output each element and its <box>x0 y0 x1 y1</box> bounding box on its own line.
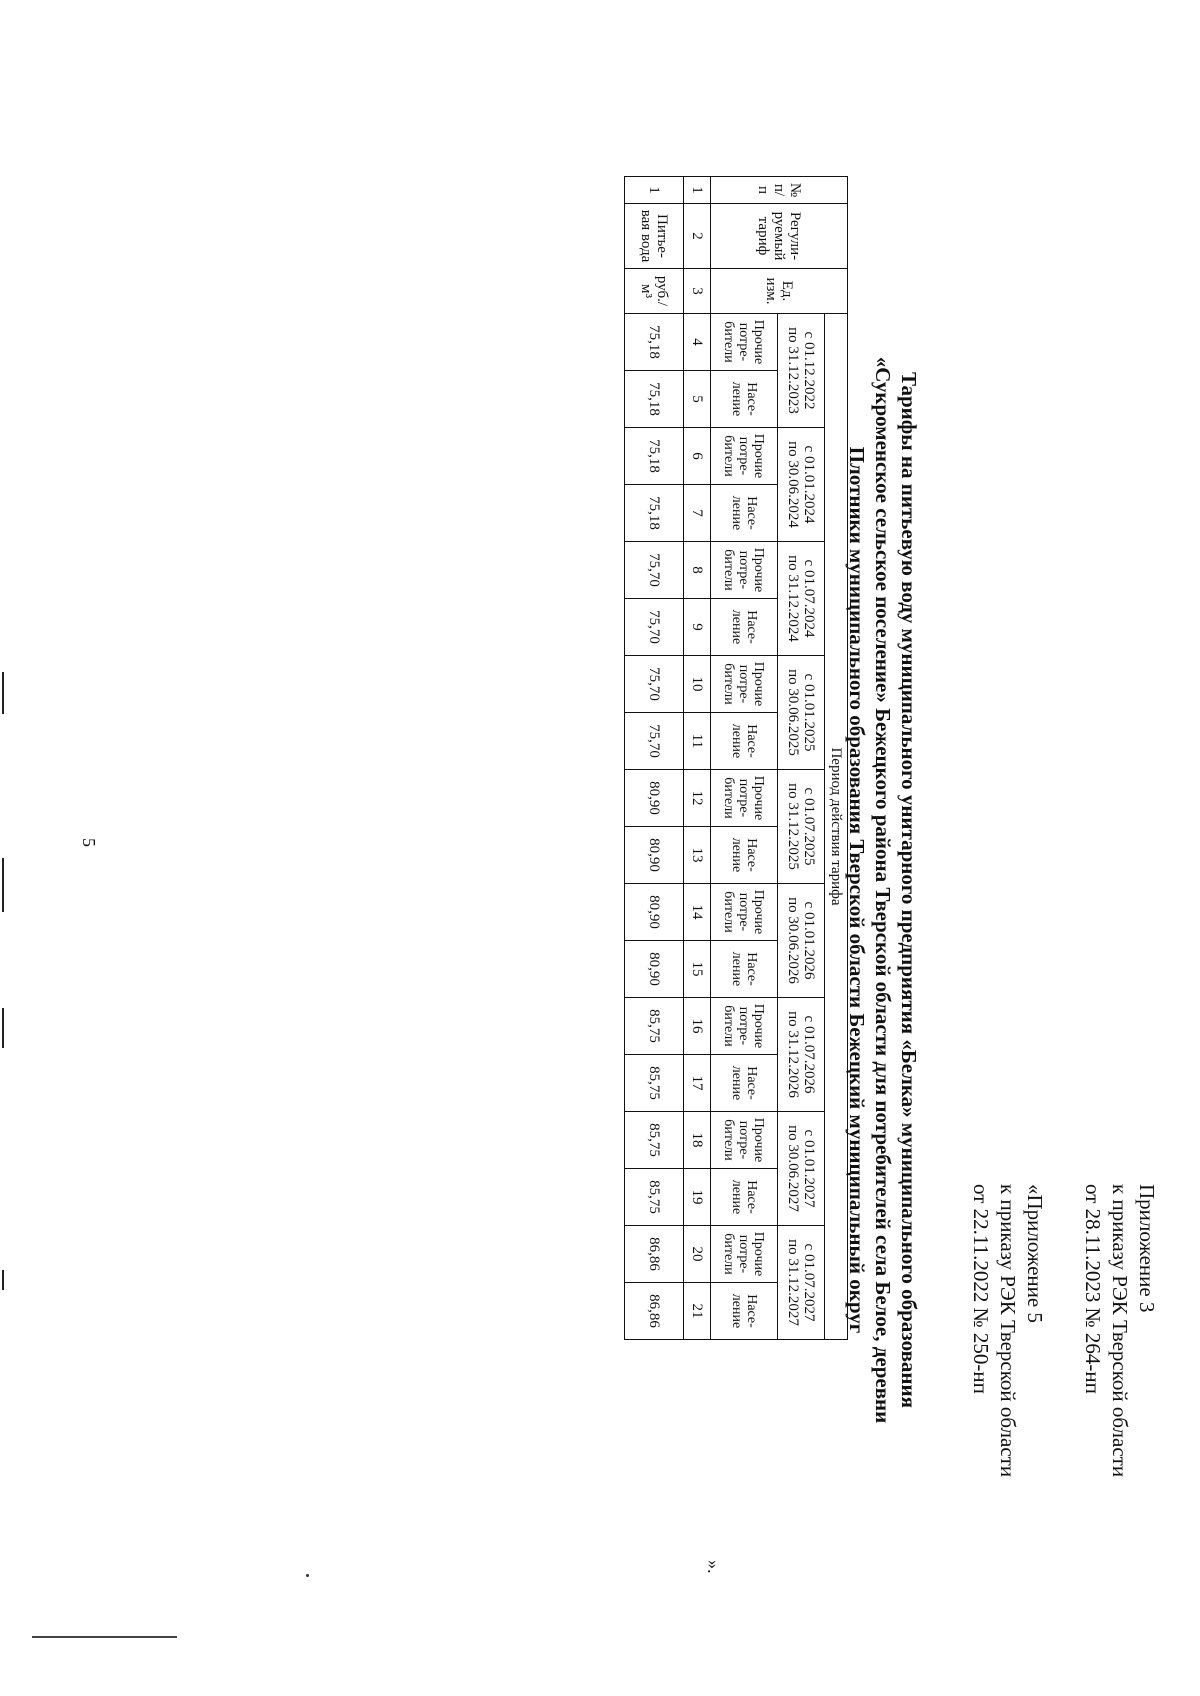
tariff-value: 86,86 <box>625 1283 684 1340</box>
period-to: по 30.06.2027 <box>785 1125 801 1212</box>
tariff-value: 85,75 <box>625 1055 684 1112</box>
tariff-value: 80,90 <box>625 884 684 941</box>
appendix-current-line1: Приложение 3 <box>1135 1184 1159 1313</box>
column-number: 3 <box>684 269 711 314</box>
period-from: с 01.01.2025 <box>801 673 817 752</box>
category-population: Насе-ление <box>711 485 778 542</box>
tariff-value: 75,18 <box>625 371 684 428</box>
appendix-current-line2: к приказу РЭК Тверской области <box>1108 1184 1132 1478</box>
tariff-value: 75,70 <box>625 656 684 713</box>
appendix-current-lines <box>1079 1184 1160 1477</box>
category-other: Прочие потре-бители <box>711 998 778 1055</box>
period-to: по 31.12.2023 <box>785 327 801 414</box>
header-tariff: Регули-руемый тариф <box>711 204 848 269</box>
header-period: Период действия тарифа <box>825 314 848 1340</box>
column-number: 4 <box>684 314 711 371</box>
tariff-value: 85,75 <box>625 998 684 1055</box>
header-unit: Ед. изм. <box>711 269 848 314</box>
column-number: 18 <box>684 1112 711 1169</box>
appendix-previous-line1: «Приложение 5 <box>1023 1184 1047 1323</box>
period-from: с 01.07.2026 <box>801 1015 817 1094</box>
title-line3: Плотники муниципального образования Тверской области Бежецкий муниципальный округ <box>845 446 869 1334</box>
category-population: Насе-ление <box>711 1055 778 1112</box>
period-to: по 30.06.2025 <box>785 669 801 756</box>
column-number: 21 <box>684 1283 711 1340</box>
tariff-value: 75,18 <box>625 314 684 371</box>
document-title <box>844 220 922 1560</box>
period-range <box>778 1226 825 1340</box>
column-number: 5 <box>684 371 711 428</box>
closing-quote: ». <box>704 1560 724 1574</box>
title-line1: Тарифы на питьевую воду муниципального унитарного предприятия «Белка» муниципального образования <box>897 371 921 1408</box>
period-from: с 01.01.2026 <box>801 901 817 980</box>
period-from: с 01.12.2022 <box>801 331 817 410</box>
category-other: Прочие потре-бители <box>711 428 778 485</box>
column-number: 8 <box>684 542 711 599</box>
period-from: с 01.07.2025 <box>801 787 817 866</box>
title-line2: «Сукроменское сельское поселение» Бежецкого района Тверской области для потребителей села Белое, деревни <box>871 356 895 1424</box>
period-range <box>778 428 825 542</box>
row-tariff: Питье-вая вода <box>625 204 684 269</box>
column-number: 15 <box>684 941 711 998</box>
column-number: 10 <box>684 656 711 713</box>
period-range <box>778 998 825 1112</box>
tariff-value: 80,90 <box>625 941 684 998</box>
column-number: 12 <box>684 770 711 827</box>
table-row <box>625 177 684 1340</box>
column-number: 1 <box>684 177 711 204</box>
period-from: с 01.01.2027 <box>801 1129 817 1208</box>
category-other: Прочие потре-бители <box>711 1226 778 1283</box>
category-row <box>711 177 778 1340</box>
tariff-value: 75,18 <box>625 485 684 542</box>
period-row <box>778 177 825 1340</box>
page-number: 5 <box>79 838 99 847</box>
period-from: с 01.01.2024 <box>801 445 817 524</box>
category-population: Насе-ление <box>711 827 778 884</box>
period-to: по 31.12.2026 <box>785 1011 801 1098</box>
column-number: 2 <box>684 204 711 269</box>
category-other: Прочие потре-бители <box>711 656 778 713</box>
category-other: Прочие потре-бители <box>711 542 778 599</box>
tariff-value: 80,90 <box>625 827 684 884</box>
tariff-value: 75,18 <box>625 428 684 485</box>
category-other: Прочие потре-бители <box>711 314 778 371</box>
category-population: Насе-ление <box>711 1169 778 1226</box>
period-from: с 01.07.2027 <box>801 1243 817 1322</box>
category-population: Насе-ление <box>711 371 778 428</box>
period-range <box>778 770 825 884</box>
tariff-value: 85,75 <box>625 1169 684 1226</box>
column-number: 16 <box>684 998 711 1055</box>
column-number: 20 <box>684 1226 711 1283</box>
period-range <box>778 884 825 998</box>
period-to: по 31.12.2025 <box>785 783 801 870</box>
appendix-previous-line2: к приказу РЭК Тверской области <box>996 1184 1020 1478</box>
tariff-value: 80,90 <box>625 770 684 827</box>
period-from: с 01.07.2024 <box>801 559 817 638</box>
period-range <box>778 1112 825 1226</box>
row-unit: руб./м³ <box>625 269 684 314</box>
row-number: 1 <box>625 177 684 204</box>
appendix-previous-lines <box>967 1184 1048 1477</box>
category-population: Насе-ление <box>711 713 778 770</box>
period-to: по 30.06.2024 <box>785 441 801 528</box>
column-number: 11 <box>684 713 711 770</box>
category-other: Прочие потре-бители <box>711 770 778 827</box>
column-number: 17 <box>684 1055 711 1112</box>
tariff-table <box>624 176 848 1340</box>
column-number: 14 <box>684 884 711 941</box>
period-range <box>778 314 825 428</box>
period-to: по 31.12.2024 <box>785 555 801 642</box>
category-population: Насе-ление <box>711 941 778 998</box>
category-other: Прочие потре-бители <box>711 1112 778 1169</box>
tariff-value: 86,86 <box>625 1226 684 1283</box>
period-to: по 31.12.2027 <box>785 1239 801 1326</box>
column-number: 6 <box>684 428 711 485</box>
appendix-current-line3: от 28.11.2023 № 264-нп <box>1081 1184 1105 1394</box>
header-number: № п/ п <box>711 177 848 204</box>
category-population: Насе-ление <box>711 599 778 656</box>
period-to: по 30.06.2026 <box>785 897 801 984</box>
category-other: Прочие потре-бители <box>711 884 778 941</box>
tariff-value: 75,70 <box>625 599 684 656</box>
category-population: Насе-ление <box>711 1283 778 1340</box>
period-range <box>778 542 825 656</box>
tariff-value: 85,75 <box>625 1112 684 1169</box>
column-number: 13 <box>684 827 711 884</box>
period-range <box>778 656 825 770</box>
column-number: 7 <box>684 485 711 542</box>
tariff-value: 75,70 <box>625 542 684 599</box>
tariff-value: 75,70 <box>625 713 684 770</box>
column-number: 19 <box>684 1169 711 1226</box>
appendix-previous-line3: от 22.11.2022 № 250-нп <box>969 1184 993 1394</box>
column-number: 9 <box>684 599 711 656</box>
column-numbers-row <box>684 177 711 1340</box>
